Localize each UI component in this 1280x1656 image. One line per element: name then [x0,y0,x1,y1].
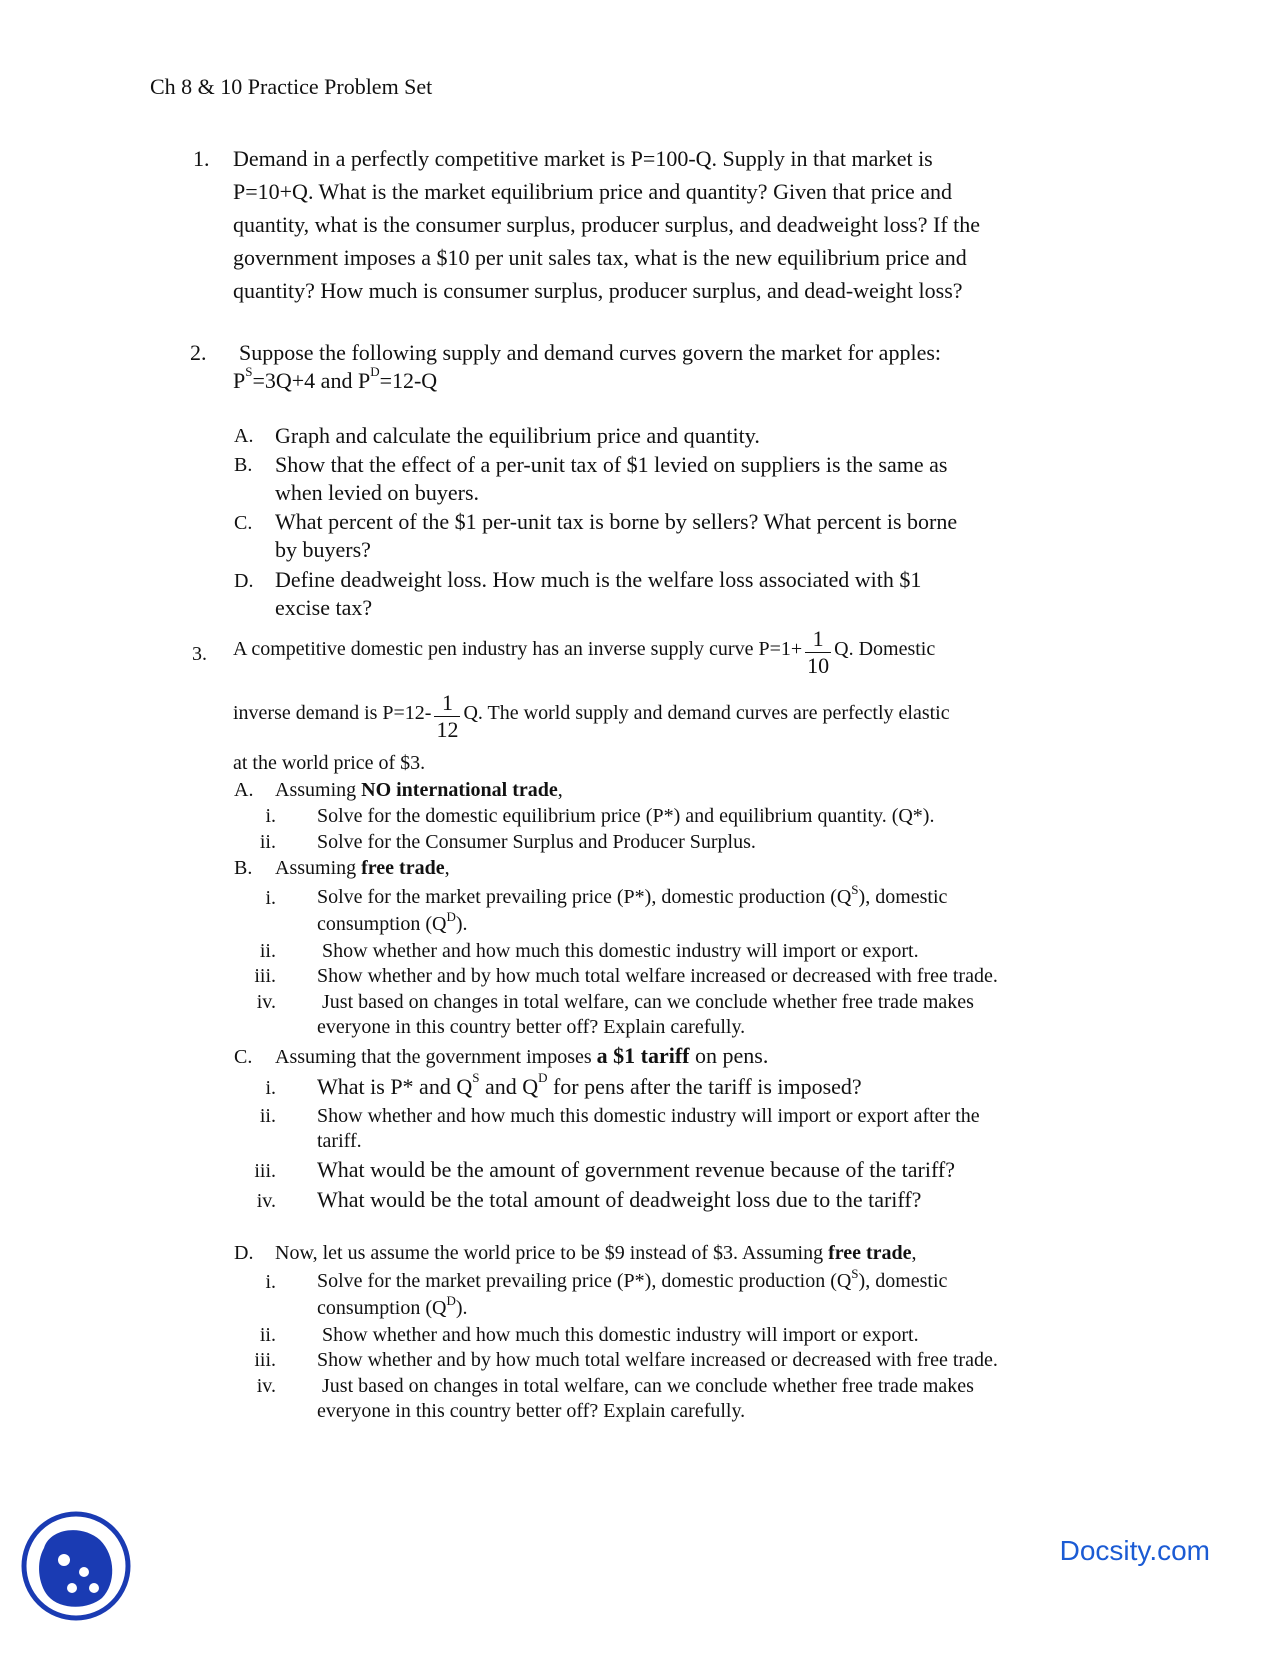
q2-item-label: B. [234,454,253,476]
q3-part-a-heading: Assuming NO international trade, [275,779,563,801]
q3-c-ii: Show whether and how much this domestic industry will import or export after the [317,1105,980,1127]
q3-world-price: at the world price of $3. [233,752,426,774]
fraction: $\frac{1}{10}$ [807,626,830,678]
q3-b-i: Solve for the market prevailing price (P*), domestic production $(Q^S)$, domestic [317,882,948,908]
roman-numeral: iii. [254,1160,276,1182]
roman-numeral: i. [265,805,276,827]
q2-intro: Suppose the following supply and demand curves govern the market for apples: [239,340,942,365]
docsity-logo-icon [20,1510,132,1622]
q1-line: quantity? How much is consumer surplus, producer surplus, and dead-weight loss? [233,278,963,303]
q1-line: quantity, what is the consumer surplus, producer surplus, and deadweight loss? If the [233,212,981,237]
q3-d-ii: Show whether and how much this domestic industry will import or export. [322,1324,919,1346]
q3-c-iii: What would be the amount of government revenue because of the tariff? [317,1157,955,1182]
q2-item-text: when levied on buyers. [275,480,480,505]
q3-d-i-cont: consumption $(Q^D)$. [317,1293,468,1319]
q2-item-text: excise tax? [275,595,373,620]
q1-line: P=10+Q. What is the market equilibrium price and quantity? Given that price and [233,179,953,204]
roman-numeral: ii. [259,831,276,853]
q2-item-text: Graph and calculate the equilibrium price and quantity. [275,423,760,448]
q3-d-i: Solve for the market prevailing price (P*), domestic production $(Q^S)$, domestic [317,1266,948,1292]
question-1-number: 1. [193,146,210,171]
q1-line: government imposes a $10 per unit sales tax, what is the new equilibrium price and [233,245,967,270]
q3-supply-line: A competitive domestic pen industry has an inverse supply curve P=1+ $\frac{1}{10}$ Q. Domestic [233,626,936,678]
q1-line: Demand in a perfectly competitive market is P=100-Q. Supply in that market is [233,146,933,171]
roman-numeral: i. [265,887,276,909]
q3-part-label: C. [234,1046,253,1068]
q3-c-ii-cont: tariff. [317,1130,362,1152]
q3-d-iii: Show whether and by how much total welfare increased or decreased with free trade. [317,1349,998,1371]
roman-numeral: ii. [259,1105,276,1127]
q2-item-text: Show that the effect of a per-unit tax of $1 levied on suppliers is the same as [275,452,948,477]
roman-numeral: i. [265,1077,276,1099]
q2-item-label: A. [234,425,254,447]
q3-part-b-heading: Assuming free trade, [275,857,450,879]
q3-b-iv-cont: everyone in this country better off? Explain carefully. [317,1016,746,1038]
page-title: Ch 8 & 10 Practice Problem Set [150,74,433,99]
q3-demand-line: inverse demand is P=12- $\frac{1}{12}$ Q. The world supply and demand curves are perfectly elastic [233,690,950,742]
fraction: $\frac{1}{12}$ [436,690,459,742]
roman-numeral: iv. [256,991,276,1013]
q3-part-label: B. [234,857,253,879]
q2-item-label: C. [234,512,253,534]
q3-b-i-cont: consumption $(Q^D)$. [317,909,468,935]
q3-part-label: A. [234,779,254,801]
docsity-brand-link[interactable]: Docsity.com [1059,1535,1210,1566]
q3-b-iii: Show whether and by how much total welfare increased or decreased with free trade. [317,965,998,987]
q3-a-i: Solve for the domestic equilibrium price (P*) and equilibrium quantity. (Q*). [317,805,935,827]
q2-equation: $P^S=3Q+4$ and $P^D=12-Q$ [233,364,438,393]
q3-a-ii: Solve for the Consumer Surplus and Producer Surplus. [317,831,756,853]
roman-numeral: iii. [254,965,276,987]
roman-numeral: ii. [259,940,276,962]
roman-numeral: iv. [256,1375,276,1397]
q3-d-iv: Just based on changes in total welfare, can we conclude whether free trade makes [322,1375,974,1397]
roman-numeral: iv. [256,1190,276,1212]
roman-numeral: ii. [259,1324,276,1346]
q3-c-iv: What would be the total amount of deadweight loss due to the tariff? [317,1187,922,1212]
q2-item-text: Define deadweight loss. How much is the welfare loss associated with $1 [275,567,922,592]
q2-item-label: D. [234,570,254,592]
q3-b-ii: Show whether and how much this domestic industry will import or export. [322,940,919,962]
q3-d-iv-cont: everyone in this country better off? Explain carefully. [317,1400,746,1422]
q3-part-d-heading: Now, let us assume the world price to be $9 instead of $3. Assuming free trade, [275,1242,917,1264]
q2-item-text: What percent of the $1 per-unit tax is borne by sellers? What percent is borne [275,509,958,534]
question-3-number: 3. [192,643,207,665]
q2-item-text: by buyers? [275,537,371,562]
q3-part-label: D. [234,1242,254,1264]
q3-c-i: What is P* and $Q^S$ and $Q^D$ for pens after the tariff is imposed? [317,1070,862,1099]
q3-b-iv: Just based on changes in total welfare, can we conclude whether free trade makes [322,991,974,1013]
roman-numeral: iii. [254,1349,276,1371]
roman-numeral: i. [265,1271,276,1293]
q3-part-c-heading: Assuming that the government imposes a $1 tariff on pens. [275,1043,769,1068]
question-2-number: 2. [190,340,207,365]
